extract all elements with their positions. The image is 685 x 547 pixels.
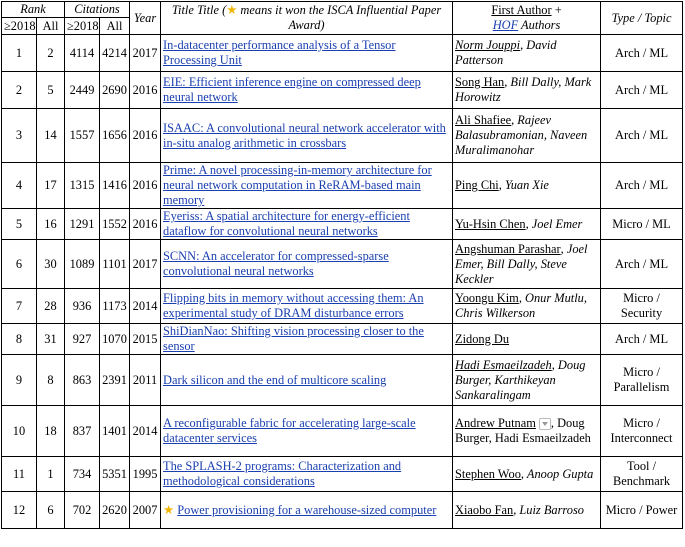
rank-2018-cell: 6 <box>2 240 37 289</box>
year-cell: 2015 <box>130 324 161 355</box>
year-cell: 2016 <box>130 72 161 109</box>
coauthors: , Anoop Gupta <box>520 466 594 481</box>
rank-2018-cell: 10 <box>2 406 37 457</box>
rank-all-cell: 2 <box>37 35 65 72</box>
author-header: First Author + HOF Authors <box>453 2 601 35</box>
title-cell <box>161 492 453 529</box>
paper-title-link[interactable]: Flipping bits in memory without accessing them: An experimental study of DRAM disturbance errors <box>163 291 424 320</box>
authors-cell <box>453 209 601 240</box>
type-cell: Micro / Parallelism <box>601 355 683 406</box>
citations-header: Citations <box>65 2 130 18</box>
citations-2018-header: ≥2018 <box>65 18 100 35</box>
rank-header: Rank <box>2 2 65 18</box>
citations-2018-cell: 927 <box>65 324 100 355</box>
year-header: Year <box>130 2 161 35</box>
first-author: Angshuman Parashar <box>455 241 561 256</box>
paper-title-link[interactable]: ShiDianNao: Shifting vision processing closer to the sensor <box>163 324 424 353</box>
rank-2018-cell: 4 <box>2 163 37 209</box>
citations-all-cell: 1070 <box>100 324 130 355</box>
citations-all-cell: 4214 <box>100 35 130 72</box>
type-cell: Arch / ML <box>601 240 683 289</box>
paper-title-link[interactable]: Prime: A novel processing-in-memory architecture for neural network computation in ReRAM-based main memory <box>163 163 432 207</box>
year-cell: 2007 <box>130 492 161 529</box>
coauthors: , Bill Dally, Mark Horowitz <box>455 75 592 104</box>
title-cell <box>161 109 453 163</box>
citations-all-cell: 1101 <box>100 240 130 289</box>
citations-all-cell: 2391 <box>100 355 130 406</box>
first-author: Yoongu Kim <box>455 291 519 305</box>
paper-title-link[interactable]: A reconfigurable fabric for accelerating large-scale datacenter services <box>163 416 416 445</box>
title-cell <box>161 72 453 109</box>
coauthors: , Joel Emer <box>525 216 583 231</box>
award-star-icon: ★ <box>163 502 178 517</box>
paper-title-link[interactable]: Eyeriss: A spatial architecture for energy-efficient dataflow for convolutional neural networks <box>163 209 410 238</box>
paper-title-link[interactable]: Dark silicon and the end of multicore scaling <box>163 372 387 387</box>
table-row <box>2 457 683 492</box>
rank-all-cell: 14 <box>37 109 65 163</box>
type-cell: Tool / Benchmark <box>601 457 683 492</box>
year-cell: 2014 <box>130 406 161 457</box>
citations-2018-cell: 1557 <box>65 109 100 163</box>
rank-2018-cell: 12 <box>2 492 37 529</box>
citations-all-cell: 1656 <box>100 109 130 163</box>
papers-table <box>1 1 683 529</box>
title-cell <box>161 289 453 324</box>
year-cell: 2014 <box>130 289 161 324</box>
table-row <box>2 355 683 406</box>
rank-all-cell: 31 <box>37 324 65 355</box>
paper-title-link[interactable]: In-datacenter performance analysis of a Tensor Processing Unit <box>163 38 396 67</box>
authors-cell <box>453 406 601 457</box>
first-author: Hadi Esmaeilzadeh <box>455 357 552 372</box>
first-author: Song Han <box>455 75 505 89</box>
table-row <box>2 109 683 163</box>
paper-title-link[interactable]: ISAAC: A convolutional neural network accelerator with in-situ analog arithmetic in crossbars <box>163 120 446 150</box>
authors-cell <box>453 457 601 492</box>
title-cell <box>161 406 453 457</box>
year-cell: 1995 <box>130 457 161 492</box>
authors-cell <box>453 324 601 355</box>
hof-link[interactable]: HOF <box>492 18 519 32</box>
citations-all-cell: 1552 <box>100 209 130 240</box>
dropdown-icon[interactable] <box>539 418 551 430</box>
year-cell: 2016 <box>130 109 161 163</box>
coauthors: , Rajeev Balasubramonian, Naveen Muralimanohar <box>455 113 588 157</box>
citations-2018-cell: 734 <box>65 457 100 492</box>
citations-all-cell: 1401 <box>100 406 130 457</box>
type-cell: Arch / ML <box>601 324 683 355</box>
coauthors: , Joel Emer, Bill Dally, Steve Keckler <box>455 241 588 286</box>
citations-2018-cell: 837 <box>65 406 100 457</box>
citations-2018-cell: 4114 <box>65 35 100 72</box>
rank-all-cell: 16 <box>37 209 65 240</box>
year-cell: 2017 <box>130 35 161 72</box>
rank-all-cell: 28 <box>37 289 65 324</box>
coauthors: , David Patterson <box>455 38 557 67</box>
year-cell: 2016 <box>130 163 161 209</box>
type-cell: Arch / ML <box>601 35 683 72</box>
type-cell: Micro / ML <box>601 209 683 240</box>
citations-2018-cell: 702 <box>65 492 100 529</box>
citations-all-cell: 2620 <box>100 492 130 529</box>
paper-title-link[interactable]: Power provisioning for a warehouse-sized computer <box>177 502 437 517</box>
rank-2018-cell: 7 <box>2 289 37 324</box>
rank-all-cell: 1 <box>37 457 65 492</box>
first-author: Zidong Du <box>455 331 510 346</box>
rank-2018-cell: 8 <box>2 324 37 355</box>
first-author: Ali Shafiee <box>455 113 512 127</box>
citations-all-cell: 1416 <box>100 163 130 209</box>
citations-2018-cell: 1315 <box>65 163 100 209</box>
citations-all-cell: 5351 <box>100 457 130 492</box>
rank-all-cell: 5 <box>37 72 65 109</box>
authors-cell <box>453 289 601 324</box>
table-row <box>2 289 683 324</box>
coauthors: , Onur Mutlu, Chris Wilkerson <box>455 291 587 320</box>
coauthors: , Yuan Xie <box>498 178 549 192</box>
first-author: Stephen Woo <box>455 466 521 481</box>
rank-2018-cell: 9 <box>2 355 37 406</box>
type-cell: Micro / Power <box>601 492 683 529</box>
type-cell: Arch / ML <box>601 163 683 209</box>
year-cell: 2011 <box>130 355 161 406</box>
table-row <box>2 240 683 289</box>
rank-all-cell: 30 <box>37 240 65 289</box>
rank-all-cell: 8 <box>37 355 65 406</box>
citations-all-cell: 1173 <box>100 289 130 324</box>
rank-2018-cell: 11 <box>2 457 37 492</box>
first-author: Andrew Putnam <box>455 416 536 430</box>
type-cell: Arch / ML <box>601 72 683 109</box>
paper-title-link[interactable]: The SPLASH-2 programs: Characterization and methodological considerations <box>163 459 402 488</box>
authors-cell <box>453 35 601 72</box>
authors-cell <box>453 355 601 406</box>
title-cell <box>161 35 453 72</box>
table-row <box>2 72 683 109</box>
type-cell: Micro / Security <box>601 289 683 324</box>
table-row <box>2 492 683 529</box>
rank-all-cell: 18 <box>37 406 65 457</box>
first-author: Yu-Hsin Chen <box>455 216 526 231</box>
paper-title-link[interactable]: SCNN: An accelerator for compressed-sparse convolutional neural networks <box>163 249 389 278</box>
citations-2018-cell: 1089 <box>65 240 100 289</box>
title-header: Title Title (★ means it won the ISCA Influential Paper Award) <box>161 2 453 35</box>
table-row <box>2 324 683 355</box>
star-icon: ★ <box>226 3 238 17</box>
first-author: Norm Jouppi <box>455 38 521 52</box>
rank-2018-header: ≥2018 <box>2 18 37 35</box>
authors-cell <box>453 109 601 163</box>
rank-all-header: All <box>37 18 65 35</box>
citations-2018-cell: 863 <box>65 355 100 406</box>
coauthors: , Luiz Barroso <box>513 502 584 517</box>
type-cell: Arch / ML <box>601 109 683 163</box>
title-cell <box>161 163 453 209</box>
rank-2018-cell: 3 <box>2 109 37 163</box>
citations-2018-cell: 1291 <box>65 209 100 240</box>
citations-2018-cell: 2449 <box>65 72 100 109</box>
table-row <box>2 406 683 457</box>
citations-all-header: All <box>100 18 130 35</box>
year-cell: 2017 <box>130 240 161 289</box>
title-cell <box>161 355 453 406</box>
authors-cell <box>453 72 601 109</box>
citations-all-cell: 2690 <box>100 72 130 109</box>
rank-all-cell: 6 <box>37 492 65 529</box>
type-header: Type / Topic <box>601 2 683 35</box>
coauthors: , Doug Burger, Karthikeyan Sankaralingam <box>455 357 586 402</box>
title-cell <box>161 324 453 355</box>
citations-2018-cell: 936 <box>65 289 100 324</box>
authors-cell <box>453 240 601 289</box>
table-row <box>2 35 683 72</box>
rank-2018-cell: 2 <box>2 72 37 109</box>
title-cell <box>161 209 453 240</box>
type-cell: Micro / Interconnect <box>601 406 683 457</box>
year-cell: 2016 <box>130 209 161 240</box>
first-author: Ping Chi <box>455 178 499 192</box>
paper-title-link[interactable]: EIE: Efficient inference engine on compressed deep neural network <box>163 75 421 104</box>
first-author: Xiaobo Fan <box>455 502 514 517</box>
title-cell <box>161 240 453 289</box>
coauthors: , Doug Burger, Hadi Esmaeilzadeh <box>455 416 591 445</box>
rank-2018-cell: 5 <box>2 209 37 240</box>
authors-cell <box>453 163 601 209</box>
rank-2018-cell: 1 <box>2 35 37 72</box>
table-row <box>2 209 683 240</box>
title-cell <box>161 457 453 492</box>
table-row <box>2 163 683 209</box>
authors-cell <box>453 492 601 529</box>
rank-all-cell: 17 <box>37 163 65 209</box>
